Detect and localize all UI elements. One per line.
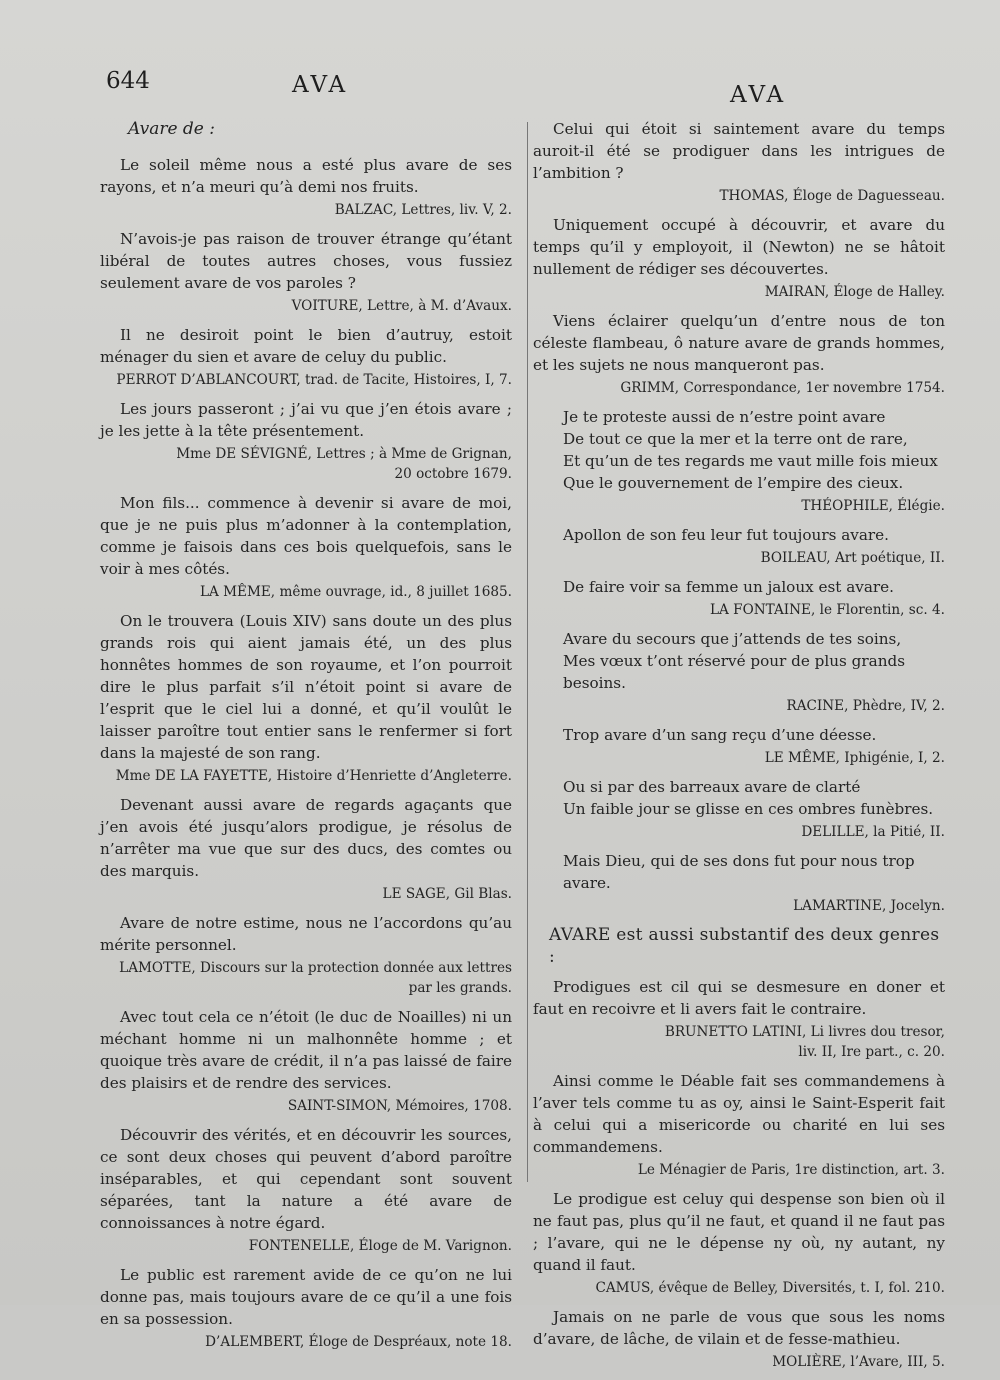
verse-line: Un faible jour se glisse en ces ombres funèbres. — [563, 800, 934, 818]
source-citation — [100, 200, 512, 220]
citation-line: SAINT-SIMON, Mémoires, 1708. — [287, 1098, 512, 1114]
citation-line: D’ALEMBERT, Éloge de Despréaux, note 18. — [205, 1334, 512, 1350]
subheading: Avare de : — [128, 119, 215, 139]
citation-entry — [533, 628, 945, 716]
citation-line: liv. II, Ire part., c. 20. — [798, 1044, 945, 1060]
source-citation — [100, 958, 512, 998]
citation-entry — [533, 724, 945, 768]
verse-block — [533, 776, 945, 820]
source-citation — [100, 444, 512, 484]
source-citation — [533, 548, 945, 568]
quotation-text: Il ne desiroit point le bien d’autruy, estoit ménager du sien et avare de celuy du public. — [100, 326, 512, 366]
verse-line: Je te proteste aussi de n’estre point avare — [563, 408, 886, 426]
quotation-text: Celui qui étoit si saintement avare du temps auroit-il été se prodiguer dans les intrigues de l’ambition ? — [533, 120, 945, 182]
citation-entry — [100, 1264, 512, 1352]
citation-entry — [100, 398, 512, 484]
citation-entry — [533, 850, 945, 916]
right-entries — [533, 118, 945, 916]
verse-block — [533, 724, 945, 746]
source-citation — [533, 1278, 945, 1298]
running-head-left: AVA — [292, 72, 349, 98]
right-column — [533, 118, 945, 1380]
citation-entry — [533, 524, 945, 568]
citation-entry — [100, 794, 512, 904]
verse-line: Que le gouvernement de l’empire des cieux. — [563, 474, 904, 492]
verse-line: Avare du secours que j’attends de tes soins, — [563, 630, 902, 648]
citation-line: CAMUS, évêque de Belley, Diversités, t. I, fol. 210. — [595, 1280, 945, 1296]
source-citation — [533, 1352, 945, 1372]
left-entries — [100, 154, 512, 1352]
citation-line: BALZAC, Lettres, liv. V, 2. — [334, 202, 512, 218]
citation-line: LA FONTAINE, le Florentin, sc. 4. — [710, 602, 945, 618]
source-citation — [100, 582, 512, 602]
source-citation — [100, 1332, 512, 1352]
source-citation — [100, 296, 512, 316]
citation-line: THOMAS, Éloge de Daguesseau. — [719, 188, 945, 204]
citation-line: LAMOTTE, Discours sur la protection donnée aux lettres — [119, 960, 512, 976]
source-citation — [533, 748, 945, 768]
section-title: AVARE est aussi substantif des deux genres : — [549, 925, 940, 967]
citation-line: DELILLE, la Pitié, II. — [801, 824, 945, 840]
source-citation — [533, 496, 945, 516]
citation-line: VOITURE, Lettre, à M. d’Avaux. — [291, 298, 512, 314]
citation-line: LAMARTINE, Jocelyn. — [793, 898, 945, 914]
citation-line: THÉOPHILE, Élégie. — [801, 498, 945, 514]
source-citation — [533, 696, 945, 716]
citation-entry — [100, 1124, 512, 1256]
running-head-right: AVA — [730, 82, 787, 108]
source-citation — [100, 1236, 512, 1256]
source-citation — [533, 896, 945, 916]
citation-line: FONTENELLE, Éloge de M. Varignon. — [248, 1238, 512, 1254]
quotation-text: Le public est rarement avide de ce qu’on ne lui donne pas, mais toujours avare de ce qu’il a une fois en sa possession. — [100, 1266, 512, 1328]
quotation-text: Mon fils... commence à devenir si avare de moi, que je ne puis plus m’adonner à la contemplation, comme je faisois dans ces bois quelquefois, sans le voir à mes côtés. — [100, 494, 512, 578]
quotation-text: Viens éclairer quelqu’un d’entre nous de ton céleste flambeau, ô nature avare de grands hommes, et les sujets ne nous manqueront pas. — [533, 312, 945, 374]
verse-line: Mais Dieu, qui de ses dons fut pour nous trop avare. — [563, 852, 915, 892]
citation-line: Mme DE SÉVIGNÉ, Lettres ; à Mme de Grignan, — [176, 446, 512, 462]
citation-entry — [533, 1188, 945, 1298]
source-citation — [100, 766, 512, 786]
citation-line: GRIMM, Correspondance, 1er novembre 1754. — [620, 380, 945, 396]
citation-entry — [533, 406, 945, 516]
column-divider — [527, 122, 528, 1182]
source-citation — [100, 884, 512, 904]
citation-line: PERROT D’ABLANCOURT, trad. de Tacite, Histoires, I, 7. — [116, 372, 512, 388]
quotation-text: Découvrir des vérités, et en découvrir les sources, ce sont deux choses qui peuvent d’abord paroître inséparables, et qui cependant sont souvent séparées, tant la nature a été avare de connoissances à notre égard. — [100, 1126, 512, 1232]
citation-line: LE MÊME, Iphigénie, I, 2. — [764, 750, 945, 766]
citation-entry — [100, 912, 512, 998]
source-citation — [533, 282, 945, 302]
citation-entry — [533, 1306, 945, 1372]
source-citation — [533, 1160, 945, 1180]
quotation-text: Ainsi comme le Déable fait ses commandemens à l’aver tels comme tu as oy, ainsi le Saint-Esperit fait à celui qui a misericorde ou charité en lui ses commandemens. — [533, 1072, 945, 1156]
verse-line: De faire voir sa femme un jaloux est avare. — [563, 578, 894, 596]
verse-block — [533, 628, 945, 694]
source-citation — [100, 1096, 512, 1116]
quotation-text: Le prodigue est celuy qui despense son bien où il ne faut pas, plus qu’il ne faut, et quand il ne faut pas ; l’avare, qui ne le dépense ny où, ny autant, ny quand il faut. — [533, 1190, 945, 1274]
citation-line: BOILEAU, Art poétique, II. — [760, 550, 945, 566]
citation-line: RACINE, Phèdre, IV, 2. — [786, 698, 945, 714]
citation-entry — [100, 324, 512, 390]
citation-entry — [533, 214, 945, 302]
quotation-text: Le soleil même nous a esté plus avare de ses rayons, et n’a meuri qu’à demi nos fruits. — [100, 156, 512, 196]
verse-block — [533, 406, 945, 494]
citation-entry — [100, 492, 512, 602]
verse-line: Apollon de son feu leur fut toujours avare. — [563, 526, 889, 544]
source-citation — [533, 378, 945, 398]
citation-entry — [533, 576, 945, 620]
quotation-text: Devenant aussi avare de regards agaçants que j’en avois été jusqu’alors prodigue, je résolus de n’arrêter ma vue que sur des ducs, des comtes ou des marquis. — [100, 796, 512, 880]
citation-entry — [100, 1006, 512, 1116]
citation-entry — [533, 776, 945, 842]
source-citation — [533, 186, 945, 206]
section-entries — [533, 976, 945, 1372]
citation-entry — [533, 118, 945, 206]
citation-entry — [533, 976, 945, 1062]
verse-block — [533, 576, 945, 598]
verse-block — [533, 850, 945, 894]
citation-entry — [533, 1070, 945, 1180]
quotation-text: Uniquement occupé à découvrir, et avare du temps qu’il y employoit, il (Newton) ne se hâtoit nullement de rédiger ses découvertes. — [533, 216, 945, 278]
quotation-text: Les jours passeront ; j’ai vu que j’en étois avare ; je les jette à la tête présentement. — [100, 400, 512, 440]
verse-line: Et qu’un de tes regards me vaut mille fois mieux — [563, 452, 938, 470]
left-column — [100, 118, 512, 1360]
source-citation — [533, 822, 945, 842]
quotation-text: On le trouvera (Louis XIV) sans doute un des plus grands rois qui aient jamais été, un des plus honnêtes hommes de son royaume, et l’on pourroit dire le plus parfait s’il n’étoit point si avare de l’esprit que le ciel lui a donné, et qu’il voulût le laisser paroître tout entier sans le renfermer si fort dans la majesté de son rang. — [100, 612, 512, 762]
citation-line: BRUNETTO LATINI, Li livres dou tresor, — [664, 1024, 945, 1040]
citation-entry — [100, 154, 512, 220]
source-citation — [533, 600, 945, 620]
quotation-text: N’avois-je pas raison de trouver étrange qu’étant libéral de toutes autres choses, vous fussiez seulement avare de vos paroles ? — [100, 230, 512, 292]
source-citation — [100, 370, 512, 390]
citation-line: LE SAGE, Gil Blas. — [382, 886, 512, 902]
verse-line: Ou si par des barreaux avare de clarté — [563, 778, 861, 796]
citation-line: MAIRAN, Éloge de Halley. — [764, 284, 945, 300]
citation-line: MOLIÈRE, l’Avare, III, 5. — [772, 1354, 945, 1370]
citation-line: 20 octobre 1679. — [394, 466, 512, 482]
verse-line: Mes vœux t’ont réservé pour de plus grands besoins. — [563, 652, 905, 692]
citation-line: par les grands. — [408, 980, 512, 996]
citation-line: LA MÊME, même ouvrage, id., 8 juillet 1685. — [199, 584, 512, 600]
citation-entry — [100, 228, 512, 316]
quotation-text: Prodigues est cil qui se desmesure en doner et faut en recoivre et li avers fait le contraire. — [533, 978, 945, 1018]
citation-entry — [100, 610, 512, 786]
quotation-text: Avare de notre estime, nous ne l’accordons qu’au mérite personnel. — [100, 914, 512, 954]
source-citation — [533, 1022, 945, 1062]
citation-entry — [533, 310, 945, 398]
citation-line: Mme DE LA FAYETTE, Histoire d’Henriette d’Angleterre. — [115, 768, 512, 784]
page-number: 644 — [106, 68, 150, 94]
verse-block — [533, 524, 945, 546]
quotation-text: Avec tout cela ce n’étoit (le duc de Noailles) ni un méchant homme ni un malhonnête homme ; et quoique très avare de crédit, il n’a pas laissé de faire des plaisirs et de rendre des services. — [100, 1008, 512, 1092]
quotation-text: Jamais on ne parle de vous que sous les noms d’avare, de lâche, de vilain et de fesse-mathieu. — [533, 1308, 945, 1348]
verse-line: De tout ce que la mer et la terre ont de rare, — [563, 430, 908, 448]
citation-line: Le Ménagier de Paris, 1re distinction, art. 3. — [637, 1162, 945, 1178]
verse-line: Trop avare d’un sang reçu d’une déesse. — [563, 726, 877, 744]
